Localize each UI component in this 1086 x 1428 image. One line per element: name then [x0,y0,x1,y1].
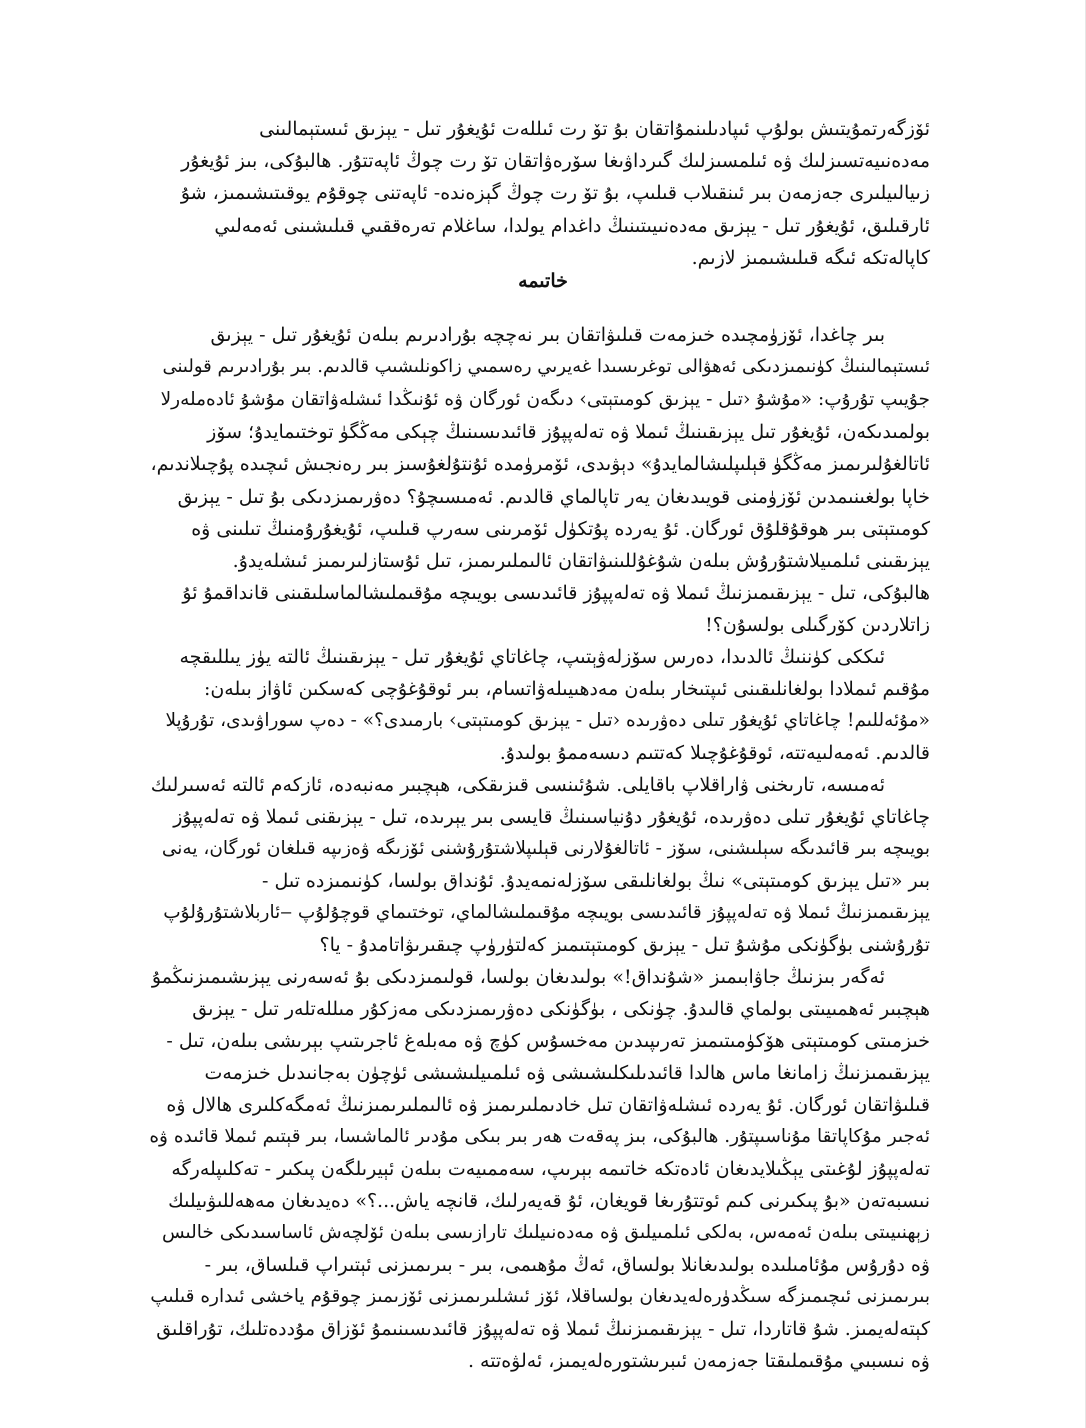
intro-line-1: ئۆزگەرتمۇيتىش بولۇپ ئىپادىلىنمۇاتقان بۇ تۆ رت ئىللەت ئۇيغۇر تىل - يېزىق ئىستېمالىنى [259,118,930,140]
para4-line-13: ۋە نىسبىي مۇقىملىقتا جەزمەن ئىبرىشتورەلەيمىز، ئەلۋەتتە . [467,1350,930,1372]
para2-line-4: قالدىم. ئەمەلىيەتتە، ئوقۇغۇچىلا كەتتىم دىسەممۇ بولىدۇ. [499,742,930,764]
para3-line-6: تۇرۇشنى بۈگۈنكى مۇشۇ تىل - يېزىق كومىتېتىمىز كەلتۈرۈپ چىقىرىۋاتامدۇ - يا؟ [319,934,930,956]
section-title: خاتىمە [518,270,568,292]
body-line-5: ئاتالغۇلىرىمىز مەڭگۈ قېلىپلىشالمايدۇ» دېۋىدى، ئۆمرۈمدە ئۇنتۇلغۇسىز بىر رەنجىش ئىچىدە پۇچىلاندىم، [150,453,930,475]
para4-line-2: ھېچبىر ئەھمىيىتى بولماي قالىدۇ. چۈنكى ، بۈگۈنكى دەۋرىمىزدىكى مەزكۇر مىللەتلەر تىل - يېزىق [192,998,930,1020]
intro-line-4: ئارقىلىق، ئۇيغۇر تىل - يېزىق مەدەنىيىتىنىڭ داغدام يولدا، ساغلام تەرەققىي قىلىشىنى ئەمەلىي [214,215,930,237]
para4-line-4: يېزىقىمىزنىڭ زامانغا ماس ھالدا قائىدىلىكلىشىشى ۋە ئىلمىيلىشىشى ئۈچۈن بەجانىدىل خىزمەت [204,1062,930,1084]
body-line-9: ھالبۇكى، تىل - يېزىقىمىزنىڭ ئىملا ۋە تەلەپپۇز قائىدىسى بويىچە مۇقىملىشالماسلىقىنى قانداقمۇ ئۇ [182,582,930,604]
para4-line-6: ئەجىر مۇكاپاتقا مۇناسىپتۇر. ھالبۇكى، بىز پەقەت ھەر بىر بىكى مۇدىر ئالماشسا، بىر قېتىم ئىملا قائىدە ۋە [149,1126,930,1147]
body-line-4: بولمىدىكەن، ئۇيغۇر تىل يېزىقىنىڭ ئىملا ۋە تەلەپپۇز قائىدىسىنىڭ چېكى مەڭگۈ توختىمايدۇ؛ سۆز [207,421,930,443]
para4-line-7: تەلەپپۇز لۇغىتى يېڭىلايدىغان ئادەتكە خاتىمە بېرىپ، سەممىيەت بىلەن ئېيرىلگەن پىكىر - تەكلىپلەرگە [171,1158,930,1180]
para4-line-5: قىلىۋاتقان ئورگان. ئۇ يەردە ئىشلەۋاتقان تىل خادىملىرىمىز ۋە ئالىملىرىمىزنىڭ ئەمگەكلىرى ھالال ۋە [166,1094,930,1116]
body-line-10: زاتلاردىن كۆرگىلى بولسۇن؟! [705,614,930,636]
para4-line-12: كېتەلەيمىز. شۇ قاتاردا، تىل - يېزىقىمىزنىڭ ئىملا ۋە تەلەپپۇز قائىدىسىنىمۇ ئۆزاق مۇددەتلىك، تۇراقلىق [156,1318,930,1340]
para3-line-5: يېزىقىمىزنىڭ ئىملا ۋە تەلەپپۇز قائىدىسى بويىچە مۇقىملىشالماي، توختىماي قوچۇلۇپ ‒ئاربلاشتۇرۇلۇپ [163,902,930,923]
body-line-8: يېزىقىنى ئىلمىيلاشتۇرۇش بىلەن شۇغۇللىنىۋاتقان ئالىملىرىمىز، تىل ئۇستازلىرىمىز ئىشلەيدۇ. [232,550,930,572]
body-line-1: بىر چاغدا، ئۆزۈمچىدە خىزمەت قىلىۋاتقان بىر نەچچە بۇرادىرىم بىلەن ئۇيغۇر تىل - يېزىق [210,324,885,346]
para3-line-4: بىر «تىل يېزىق كومىتېتى» نىڭ بولغانلىقى سۆزلەنمەيدۇ. ئۇنداق بولسا، كۈنىمىزدە تىل - [262,870,930,892]
intro-line-5: كاپالەتكە ئىگە قىلىشىمىز لازىم. [691,247,930,269]
para4-line-11: بىرىمىزنى ئىچىمىزگە سىڭدۈرەلەيدىغان بولساقلا، ئۆز ئىشلىرىمىزنى ئۆزىمىز چوقۇم ياخشى ئىدارە قىلىپ [150,1286,930,1307]
para3-line-3: بويىچە بىر قائىدىگە سېلىشنى، سۆز - ئاتالغۇلارنى قېلىپلاشتۇرۇشنى ئۆزىگە ۋەزىپە قىلغان ئورگان، يەنى [161,838,930,859]
para3-line-2: چاغاتاي ئۇيغۇر تىلى دەۋرىدە، ئۇيغۇر دۇنياسىنىڭ قايسى بىر يېرىدە، تىل - يېزىقنى ئىملا ۋە تەلەپپۇز [173,806,930,828]
body-line-6: خاپا بولغىنىمدىن ئۆزۈمنى قويىدىغان يەر تاپالماي قالدىم. ئەمىسىچۇ؟ دەۋرىمىزدىكى بۇ تىل - يېزىق [177,486,930,508]
para4-line-1: ئەگەر بىزنىڭ جاۋابىمىز «شۇنداق!» بولىدىغان بولسا، قولىمىزدىكى بۇ ئەسەرنى يېزىشىمىزنىڭمۇ [151,966,885,988]
para4-line-3: خىزمىتى كومىتېتى ھۆكۈمىتىمىز تەرىپىدىن مەخسۇس كۈچ ۋە مەبلەغ ئاجرىتىپ بېرىشى بىلەن، تىل - [166,1030,930,1052]
para3-line-1: ئەمىسە، تارىخنى ۋاراقلاپ باقايلى. شۇئىنسى قىزىقكى، ھېچبىر مەنبەدە، ئازكەم ئالتە ئەسىرلىك [150,774,885,796]
body-line-2: ئىستېمالىنىڭ كۈنىمىزدىكى ئەھۋالى توغرىسىدا غەيرىي رەسمىي زاكونلىشىپ قالدىم. بىر بۇرادىرىم قولىنى [162,356,930,377]
body-line-7: كومىتېتى بىر ھوقۇقلۇق ئورگان. ئۇ يەردە پۇتكۈل ئۆمرىنى سەرپ قىلىپ، ئۇيغۇرۇمنىڭ تىلىنى ۋە [191,518,930,540]
intro-line-3: زىيالىيلىرى جەزمەن بىر ئىنقىلاب قىلىپ، بۇ تۆ رت چوڭ گېزەندە- ئاپەتنى چوقۇم يوقىتىشىمىز، شۇ [180,182,930,204]
para2-line-1: ئىككى كۈننىڭ ئالدىدا، دەرس سۆزلەۋېتىپ، چاغاتاي ئۇيغۇر تىل - يېزىقىنىڭ ئالتە يۈز يىللىقچە [179,646,885,668]
para2-line-2: مۇقىم ئىملادا بولغانلىقىنى ئىپتىخار بىلەن مەدھىيىلەۋاتسام، بىر ئوقۇغۇچى كەسكىن ئاۋاز بىلەن: [203,678,930,700]
para4-line-9: زېھنىيىتى بىلەن ئەمەس، بەلكى ئىلمىيلىق ۋە مەدەنىيلىك تارازىسى بىلەن ئۆلچەش ئاساسىدىكى خالىس [161,1222,930,1243]
para2-line-3: «مۇئەللىم! چاغاتاي ئۇيغۇر تىلى دەۋرىدە ‹تىل - يېزىق كومىتېتى› بارمىدى؟» - دەپ سوراۋىدى، تۇرۇپلا [165,710,930,731]
body-line-3: جۇيىپ تۇرۇپ: «مۇشۇ ‹تىل - يېزىق كومىتېتى› دىگەن ئورگان ۋە ئۇنىڭدا ئىشلەۋاتقان مۇشۇ ئادەملەرلا [160,389,930,410]
intro-line-2: مەدەنىيەتسىزلىك ۋە ئىلمسىزلىك گىرداۋىغا سۆرەۋاتقان تۆ رت چوڭ ئاپەتتۇر. ھالبۇكى، بىز ئۇيغۇر [181,150,930,172]
para4-line-10: ۋە دۇرۇس مۇئامىلىدە بولىدىغانلا بولساق، ئەڭ مۇھىمى، بىر - بىرىمىزنى ئېتىراپ قىلساق، بىر - [204,1254,930,1276]
para4-line-8: نىسبەتەن «بۇ پىكىرنى كىم ئوتتۇرىغا قويغان، ئۇ قەيەرلىك، قانچە ياش...؟» دەيدىغان مەھەللىۋىيلىك [168,1190,930,1212]
